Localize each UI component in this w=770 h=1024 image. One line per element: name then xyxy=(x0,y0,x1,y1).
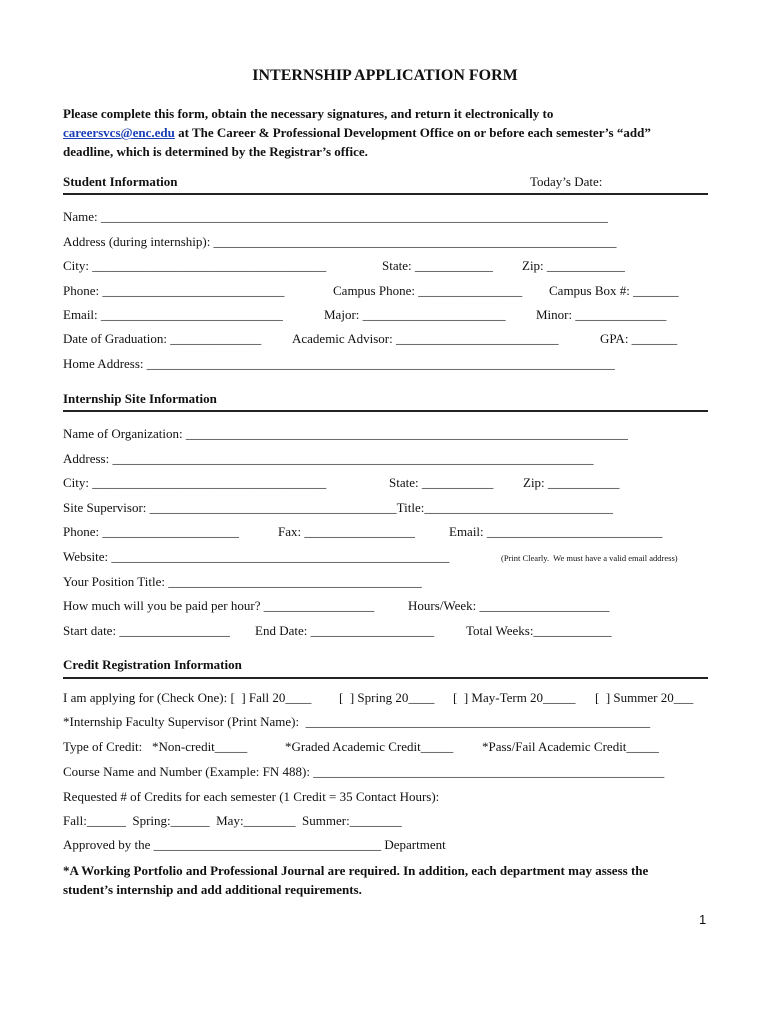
todays-date-label: Today’s Date: xyxy=(530,174,603,189)
mayterm-checkbox-field[interactable]: [ ] May-Term 20_____ xyxy=(453,690,576,705)
requested-credits-row xyxy=(63,789,713,807)
form-title: INTERNSHIP APPLICATION FORM xyxy=(252,67,518,84)
page-number: 1 xyxy=(699,912,707,927)
section-divider xyxy=(63,677,708,679)
faculty-supervisor-field[interactable]: *Internship Faculty Supervisor (Print Name): _____________________________________________________ xyxy=(63,714,651,729)
organization-name-field[interactable]: Name of Organization: ____________________________________________________________________ xyxy=(63,426,628,441)
position-title-field[interactable]: Your Position Title: _______________________________________ xyxy=(63,574,422,589)
internship-site-heading: Internship Site Information xyxy=(63,391,217,406)
total-weeks-field[interactable]: Total Weeks:____________ xyxy=(466,623,612,638)
fall-checkbox-field[interactable]: I am applying for (Check One): [ ] Fall 20____ xyxy=(63,690,312,705)
website-field[interactable]: Website: ____________________________________________________ xyxy=(63,549,450,564)
credit-registration-heading: Credit Registration Information xyxy=(63,657,242,672)
student-address-row xyxy=(63,234,713,252)
site-zip-field[interactable]: Zip: ___________ xyxy=(523,475,620,490)
site-city-field[interactable]: City: ____________________________________ xyxy=(63,475,327,490)
approved-by-field[interactable]: Approved by the ___________________________________ Department xyxy=(63,837,446,852)
instructions-line-3: deadline, which is determined by the Registrar’s office. xyxy=(63,144,368,159)
site-phone-field[interactable]: Phone: _____________________ xyxy=(63,524,239,539)
student-phone-row xyxy=(63,283,713,301)
faculty-supervisor-row xyxy=(63,714,713,732)
site-address-row xyxy=(63,451,713,469)
section-divider xyxy=(63,193,708,195)
student-zip-field[interactable]: Zip: ____________ xyxy=(522,258,625,273)
requirements-note-line-1: *A Working Portfolio and Professional Journal are required. In addition, each department may assess the xyxy=(63,863,649,878)
major-field[interactable]: Major: ______________________ xyxy=(324,307,506,322)
student-phone-field[interactable]: Phone: ____________________________ xyxy=(63,283,285,298)
start-date-field[interactable]: Start date: _________________ xyxy=(63,623,230,638)
pay-row xyxy=(63,598,713,616)
internship-address-field[interactable]: Address (during internship): ______________________________________________________________ xyxy=(63,234,617,249)
home-address-row xyxy=(63,356,713,374)
requested-credits-label: Requested # of Credits for each semester (1 Credit = 35 Contact Hours): xyxy=(63,789,440,804)
site-address-field[interactable]: Address: __________________________________________________________________________ xyxy=(63,451,594,466)
home-address-field[interactable]: Home Address: ________________________________________________________________________ xyxy=(63,356,615,371)
graded-credit-field[interactable]: *Graded Academic Credit_____ xyxy=(285,739,454,754)
minor-field[interactable]: Minor: ______________ xyxy=(536,307,667,322)
pass-fail-credit-field[interactable]: *Pass/Fail Academic Credit_____ xyxy=(482,739,659,754)
site-city-row xyxy=(63,475,713,493)
non-credit-field[interactable]: Type of Credit: *Non-credit_____ xyxy=(63,739,248,754)
site-fax-field[interactable]: Fax: _________________ xyxy=(278,524,415,539)
term-credits-row xyxy=(63,813,713,831)
student-state-field[interactable]: State: ____________ xyxy=(382,258,493,273)
student-name-row xyxy=(63,209,713,227)
position-title-row xyxy=(63,574,713,592)
instructions xyxy=(63,104,713,161)
campus-phone-field[interactable]: Campus Phone: ________________ xyxy=(333,283,523,298)
site-supervisor-row xyxy=(63,500,713,518)
section-divider xyxy=(63,410,708,412)
print-clearly-note: (Print Clearly. We must have a valid email address) xyxy=(501,553,678,563)
spring-checkbox-field[interactable]: [ ] Spring 20____ xyxy=(339,690,435,705)
student-email-field[interactable]: Email: ____________________________ xyxy=(63,307,283,322)
summer-checkbox-field[interactable]: [ ] Summer 20___ xyxy=(595,690,694,705)
course-row xyxy=(63,764,713,782)
student-name-field[interactable]: Name: ______________________________________________________________________________ xyxy=(63,209,608,224)
student-city-field[interactable]: City: ____________________________________ xyxy=(63,258,327,273)
requirements-note-line-2: student’s internship and add additional requirements. xyxy=(63,882,362,897)
student-email-row xyxy=(63,307,713,325)
hours-per-week-field[interactable]: Hours/Week: ____________________ xyxy=(408,598,610,613)
term-credits-fields[interactable]: Fall:______ Spring:______ May:________ Summer:________ xyxy=(63,813,402,828)
site-email-field[interactable]: Email: ___________________________ xyxy=(449,524,663,539)
gpa-field[interactable]: GPA: _______ xyxy=(600,331,678,346)
student-city-row xyxy=(63,258,713,276)
student-information-heading: Student Information xyxy=(63,174,178,189)
term-selection-row xyxy=(63,690,713,708)
approved-row xyxy=(63,837,713,855)
credit-type-row xyxy=(63,739,713,757)
campus-box-field[interactable]: Campus Box #: _______ xyxy=(549,283,679,298)
graduation-date-field[interactable]: Date of Graduation: ______________ xyxy=(63,331,262,346)
end-date-field[interactable]: End Date: ___________________ xyxy=(255,623,435,638)
academic-advisor-field[interactable]: Academic Advisor: _________________________ xyxy=(292,331,559,346)
hourly-pay-field[interactable]: How much will you be paid per hour? _________________ xyxy=(63,598,375,613)
email-link[interactable]: careersvcs@enc.edu xyxy=(63,125,175,140)
organization-row xyxy=(63,426,713,444)
course-name-field[interactable]: Course Name and Number (Example: FN 488): ______________________________________________________ xyxy=(63,764,665,779)
dates-row xyxy=(63,623,713,641)
site-phone-row xyxy=(63,524,713,542)
student-graduation-row xyxy=(63,331,713,349)
instructions-line-1: Please complete this form, obtain the necessary signatures, and return it electronically to xyxy=(63,106,554,121)
requirements-note xyxy=(63,861,713,899)
site-state-field[interactable]: State: ___________ xyxy=(389,475,494,490)
website-row xyxy=(63,549,713,567)
site-supervisor-field[interactable]: Site Supervisor: ______________________________________Title:_____________________________ xyxy=(63,500,613,515)
instructions-line-2: at The Career & Professional Development Office on or before each semester’s “add” xyxy=(174,125,651,140)
